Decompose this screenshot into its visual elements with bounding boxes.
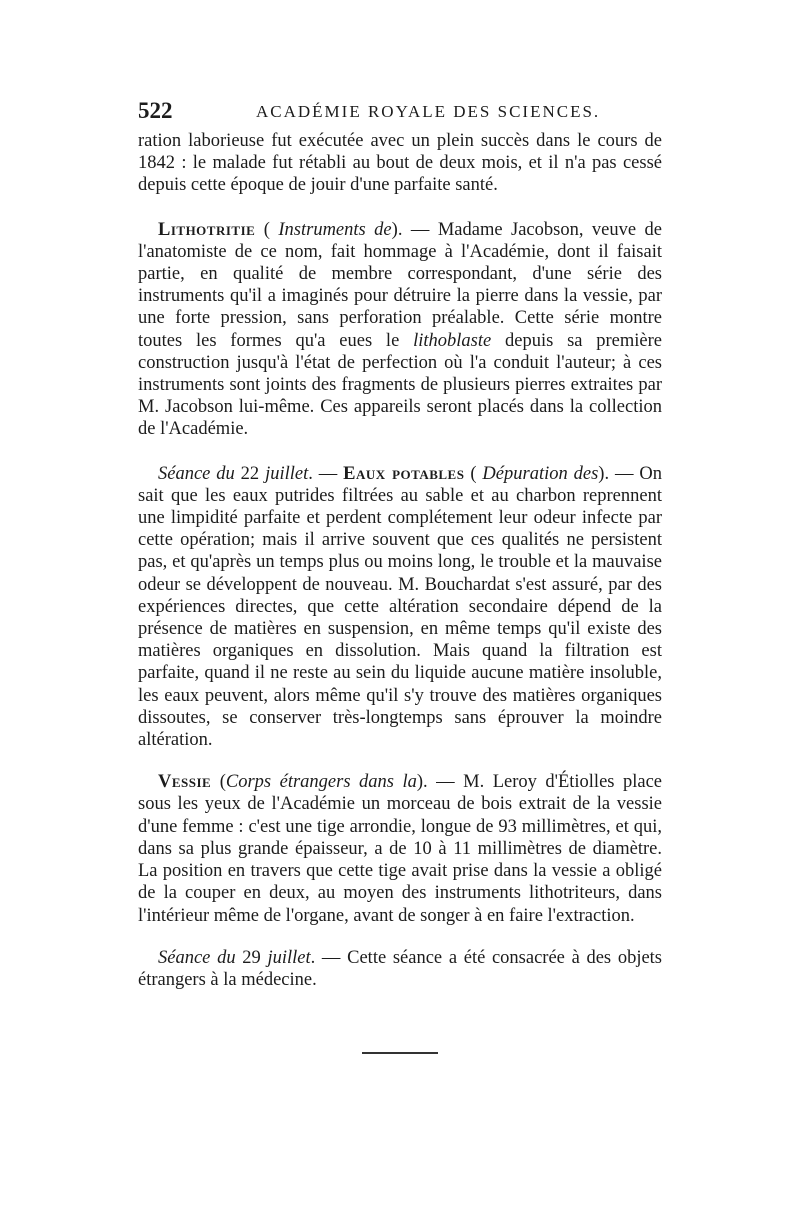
- page-header: [138, 98, 668, 128]
- paragraph-text: ration laborieuse fut exécutée avec un plein succès dans le cours de 1842 : le malade fut rétabli au bout de deux mois, et il n'a pas cessé depuis cette époque de jouir d'une parfaite santé.: [138, 131, 662, 196]
- session-label: Séance du: [158, 463, 235, 484]
- session-month: juillet: [267, 947, 311, 968]
- paragraph-seance-29: Séance du 29 juillet. — Cette séance a été consacrée à des objets étrangers à la médecine.: [138, 947, 663, 990]
- entry-title: Lithotritie: [158, 219, 256, 240]
- entry-subtitle: Dépuration des: [482, 463, 599, 484]
- session-date: 22: [234, 463, 266, 484]
- body-text: [138, 130, 662, 991]
- entry-subtitle: Corps étrangers dans la: [225, 772, 417, 793]
- entry-title: Vessie: [158, 772, 212, 793]
- session-month: juillet: [265, 463, 309, 484]
- closing-rule: [362, 1052, 438, 1054]
- paragraph-lithotritie: Lithotritie ( Instruments de). — Madame Jacobson, veuve de l'anatomiste de ce nom, fait hommage à l'Académie, dont il faisait partie, en qualité de membre correspondant, d'une série des instruments qu'il a imaginés pour détruire la pierre dans la vessie, par une forte pression, sans perforation préalable. Cette série montre toutes les formes qu'a eues le lithoblaste depuis sa première construction jusqu'à l'état de perfection où l'a conduit l'auteur; à ces instruments sont joints des fragments de plusieurs pierres extraites par M. Jacobson lui-même. Ces appareils seront placés dans la collection de l'Académie.: [138, 219, 662, 440]
- session-date: 29: [235, 947, 268, 968]
- session-label: Séance du: [158, 947, 236, 968]
- paragraph-continuation: [138, 130, 662, 197]
- paragraph-text: M. Leroy d'Étiolles place sous les yeux de l'Académie un morceau de bois extrait de la vessie d'une femme : c'est une tige arrondie, longue de 93 millimètres, et qui, dans sa plus grande épaisseur, a de 10 à 11 millimètres de diamètre. La position en travers que cette tige avait prise dans la vessie a obligé de la couper en deux, au moyen des instruments lithotriteurs, dans l'intérieur même de l'organe, avant de songer à en faire l'extraction.: [138, 772, 662, 926]
- page-number: 522: [138, 98, 173, 123]
- italic-term: lithoblaste: [413, 330, 492, 351]
- paragraph-text: On sait que les eaux putrides filtrées au sable et au charbon reprennent une limpidité parfaite et perdent complétement leur odeur infecte par cette opération; mais il arrive souvent que ces qualités ne persistent pas, et qu'après un temps plus ou moins long, le trouble et la mauvaise odeur se développent de nouveau. M. Bouchardat s'est assuré, par des expériences directes, que cette altération secondaire dépend de la présence de matières en suspension, en même temps qu'il existe des matières organiques en dissolution. Mais quand la filtration est parfaite, quand il ne reste au sein du liquide aucune matière insoluble, les eaux peuvent, alors même qu'il s'y trouve des matières organiques dissoutes, se conserver très-longtemps sans éprouver la moindre altération.: [138, 463, 662, 751]
- entry-subtitle: Instruments de: [278, 219, 392, 240]
- paragraph-text: Madame Jacobson, veuve de l'anatomiste de ce nom, fait hommage à l'Académie, dont il faisait partie, en qualité de membre correspondant, d'une série des instruments qu'il a imaginés pour détruire la pierre dans la vessie, par une forte pression, sans perforation préalable. Cette série montre toutes les formes qu'a eues le: [138, 219, 662, 351]
- paragraph-vessie: Vessie (Corps étrangers dans la). — M. Leroy d'Étiolles place sous les yeux de l'Académie un morceau de bois extrait de la vessie d'une femme : c'est une tige arrondie, longue de 93 millimètres, et qui, dans sa plus grande épaisseur, a de 10 à 11 millimètres de diamètre. La position en travers que cette tige avait prise dans la vessie a obligé de la couper en deux, au moyen des instruments lithotriteurs, dans l'intérieur même de l'organe, avant de songer à en faire l'extraction.: [138, 772, 662, 926]
- paragraph-eaux-potables: Séance du 22 juillet. — Eaux potables ( Dépuration des). — On sait que les eaux putrides filtrées au sable et au charbon reprennent une limpidité parfaite et perdent complétement leur odeur infecte par cette opération; mais il arrive souvent que ces qualités ne persistent pas, et qu'après un temps plus ou moins long, le trouble et la mauvaise odeur se développent de nouveau. M. Bouchardat s'est assuré, par des expériences directes, que cette altération secondaire dépend de la présence de matières en suspension, en même temps qu'il existe des matières organiques en dissolution. Mais quand la filtration est parfaite, quand il ne reste au sein du liquide aucune matière insoluble, les eaux peuvent, alors même qu'il s'y trouve des matières organiques dissoutes, se conserver très-longtemps sans éprouver la moindre altération.: [138, 463, 662, 751]
- paragraph-text: Cette séance a été consacrée à des objets étrangers à la médecine.: [138, 947, 663, 990]
- entry-title: Eaux potables: [343, 463, 465, 484]
- paragraph-text-end: depuis sa première construction jusqu'à l'état de perfection où l'a conduit l'auteur; à ces instruments sont joints des fragments de plusieurs pierres extraites par M. Jacobson lui-même. Ces appareils seront placés dans la collection de l'Académie.: [138, 330, 662, 440]
- running-head: ACADÉMIE ROYALE DES SCIENCES.: [256, 102, 601, 121]
